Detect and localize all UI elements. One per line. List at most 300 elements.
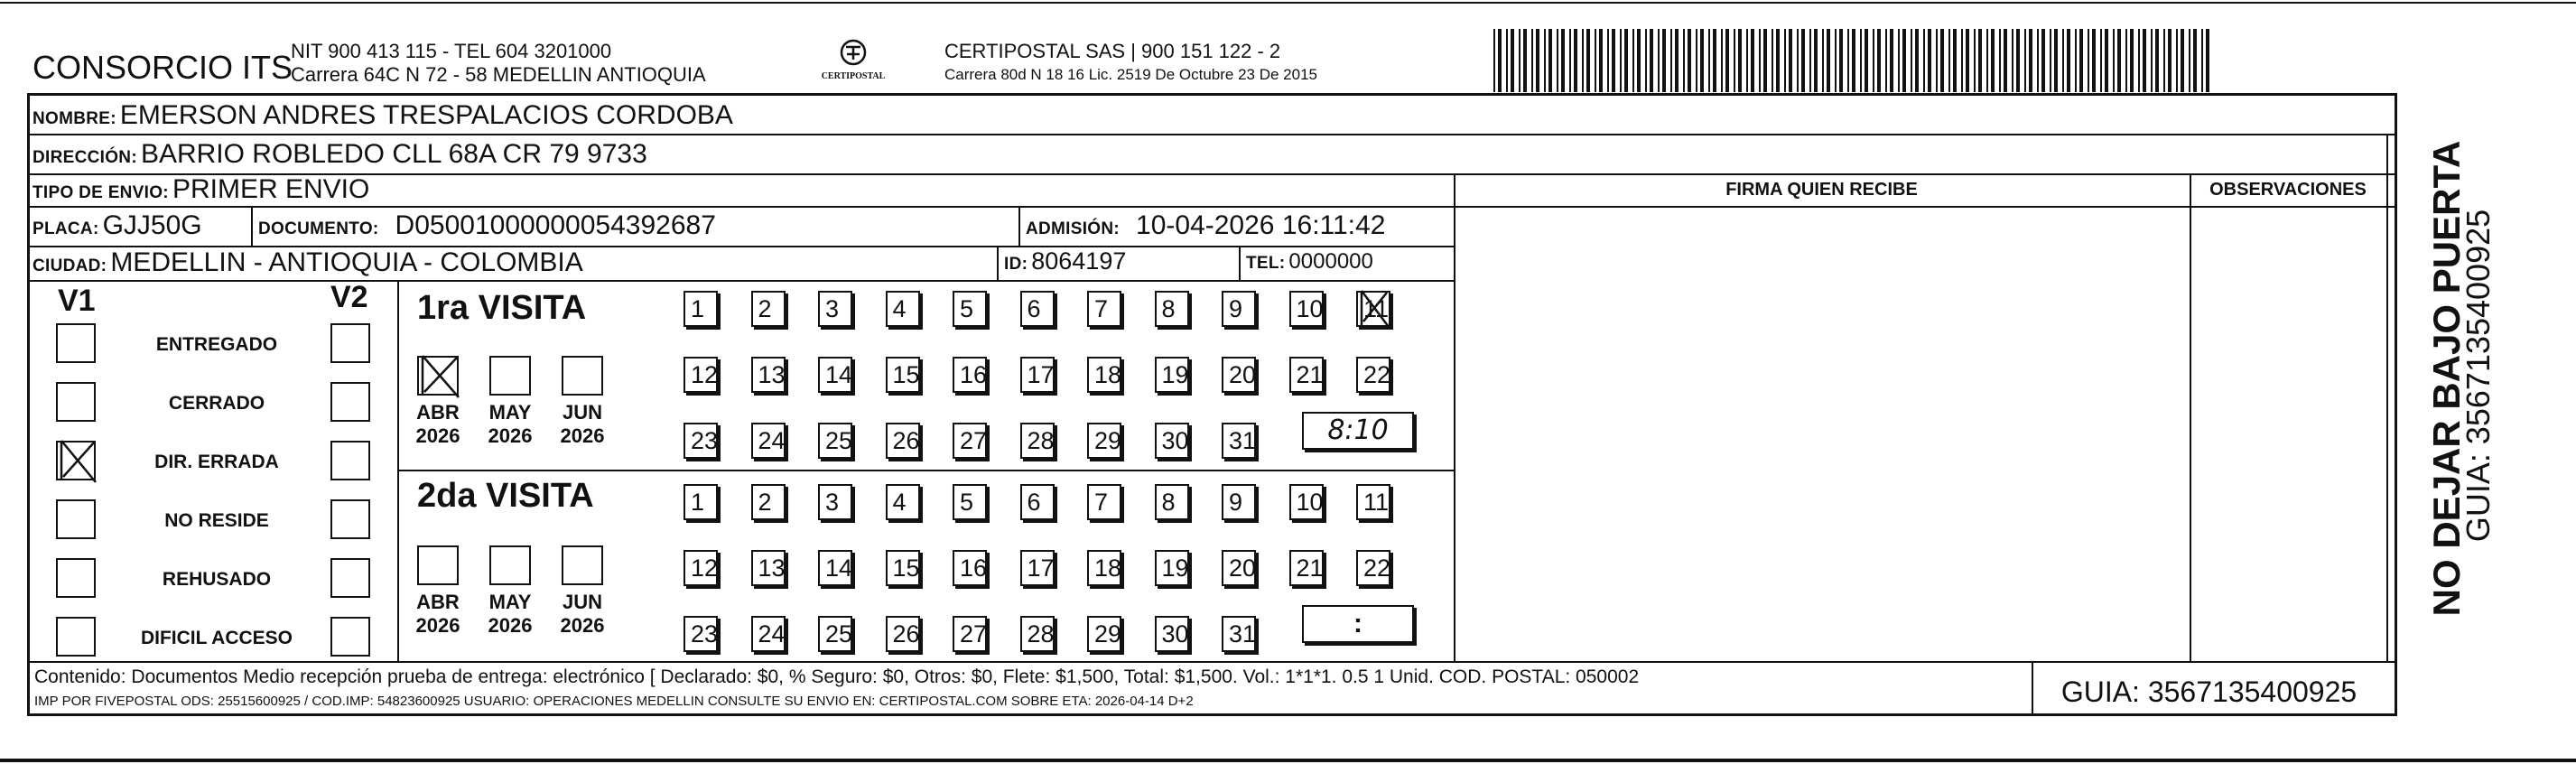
barcode-bar: [2029, 29, 2032, 92]
month-label: [406, 401, 470, 448]
footer-imp: IMP POR FIVEPOSTAL ODS: 25515600925 / COD.IMP: 54823600925 USUARIO: OPERACIONES MEDELLIN CONSULTE SU ENVIO EN: CERTIPOSTAL.COM SOBRE ETA: 2026-04-14 D+2: [34, 694, 1194, 709]
day-box[interactable]: [751, 423, 786, 459]
day-number: 9: [1229, 295, 1243, 322]
day-number: 19: [1161, 554, 1189, 582]
barcode-bar: [1839, 29, 1843, 92]
month-year: 2026: [488, 424, 533, 447]
v1-checkbox[interactable]: [56, 323, 96, 363]
barcode-bar: [1827, 29, 1830, 92]
day-number: 30: [1161, 427, 1189, 454]
barcode-bar: [1978, 29, 1982, 92]
barcode-bar: [1612, 29, 1615, 92]
month-year: 2026: [415, 614, 460, 637]
day-box[interactable]: [751, 291, 786, 327]
day-box[interactable]: [953, 484, 987, 520]
day-box[interactable]: [1289, 357, 1324, 393]
side-text: [2402, 126, 2546, 632]
barcode-bar: [1776, 29, 1780, 92]
footer-line: [27, 661, 2397, 663]
barcode-bar: [1835, 29, 1837, 92]
status-label: DIFICIL ACCESO: [140, 628, 293, 648]
barcode-bar: [1696, 29, 1697, 92]
visit2-time: :: [1353, 609, 1362, 638]
day-number: 24: [758, 427, 786, 454]
barcode-bar: [1637, 29, 1641, 92]
day-number: 21: [1296, 361, 1324, 388]
row-line: [27, 173, 2397, 175]
barcode-bar: [1632, 29, 1634, 92]
barcode-bar: [1751, 29, 1754, 92]
day-box[interactable]: [1356, 550, 1390, 586]
barcode-bar: [2138, 29, 2140, 92]
day-box[interactable]: [1087, 423, 1121, 459]
day-number: 21: [1296, 554, 1324, 582]
barcode-bar: [1658, 29, 1660, 92]
day-box[interactable]: [1356, 484, 1390, 520]
barcode-bar: [1928, 29, 1931, 92]
barcode-bar: [1814, 29, 1818, 92]
day-box[interactable]: [684, 357, 718, 393]
day-box[interactable]: [886, 616, 920, 652]
day-number: 4: [892, 295, 907, 322]
day-box[interactable]: [1155, 550, 1189, 586]
barcode-bar: [1873, 29, 1874, 92]
status-label: CERRADO: [168, 393, 265, 414]
barcode-bar: [2163, 29, 2165, 92]
barcode-bar: [1683, 29, 1685, 92]
day-box[interactable]: [1020, 291, 1055, 327]
day-number: 4: [892, 489, 907, 516]
day-box[interactable]: [1020, 616, 1055, 652]
barcode-bar: [1885, 29, 1887, 92]
barcode-bar: [1738, 29, 1742, 92]
day-number: 26: [892, 427, 920, 454]
month-label: [551, 401, 614, 448]
month-checkbox[interactable]: [417, 356, 459, 396]
day-number: 16: [960, 361, 988, 388]
day-number: 16: [960, 554, 988, 582]
barcode-bar: [1548, 29, 1552, 92]
day-box[interactable]: [684, 550, 718, 586]
barcode-bar: [1498, 29, 1502, 92]
day-box[interactable]: [684, 616, 718, 652]
id-label: ID:: [1004, 255, 1028, 274]
barcode-bar: [2054, 29, 2058, 92]
day-number: 1: [691, 295, 705, 322]
id-field: [1004, 247, 1126, 275]
day-box[interactable]: [1222, 484, 1256, 520]
day-box[interactable]: [818, 357, 852, 393]
day-number: 23: [691, 427, 719, 454]
day-number: 2: [758, 489, 772, 516]
day-box[interactable]: [684, 484, 718, 520]
month-label: [479, 401, 542, 448]
day-number: 7: [1094, 295, 1109, 322]
barcode-bar: [1991, 29, 1995, 92]
tel-label: TEL:: [1246, 254, 1286, 273]
day-box[interactable]: [751, 484, 786, 520]
ciudad-label: CIUDAD:: [33, 256, 107, 275]
day-box[interactable]: [953, 550, 987, 586]
day-box[interactable]: [886, 423, 920, 459]
v2-checkbox[interactable]: [330, 617, 370, 657]
barcode-bar: [2113, 29, 2115, 92]
row-line: [27, 134, 2397, 135]
day-box[interactable]: [886, 550, 920, 586]
month-year: 2026: [560, 614, 605, 637]
day-number: 5: [960, 489, 974, 516]
day-box[interactable]: [1155, 357, 1189, 393]
month-checkbox[interactable]: [562, 545, 603, 585]
side-warning: NO DEJAR BAJO PUERTA: [2425, 140, 2468, 617]
barcode-bar: [2062, 29, 2064, 92]
barcode-bar: [1620, 29, 1622, 92]
placa-label: PLACA:: [33, 219, 99, 238]
day-box[interactable]: [1222, 423, 1256, 459]
day-number: 22: [1363, 554, 1391, 582]
day-box[interactable]: [953, 616, 987, 652]
day-box[interactable]: [886, 357, 920, 393]
logo-icon: [833, 38, 873, 70]
barcode-bar: [1624, 29, 1628, 92]
day-number: 20: [1229, 361, 1257, 388]
barcode-bar: [1746, 29, 1748, 92]
day-number: 2: [758, 295, 772, 322]
barcode-bar: [1708, 29, 1710, 92]
month-label: [551, 591, 614, 638]
day-number: 29: [1094, 427, 1122, 454]
barcode-bar: [1911, 29, 1912, 92]
day-box[interactable]: [1222, 550, 1256, 586]
day-box[interactable]: [1155, 616, 1189, 652]
month-name: ABR: [416, 591, 460, 613]
day-box[interactable]: [818, 616, 852, 652]
footer-contenido: Contenido: Documentos Medio recepción prueba de entrega: electrónico [ Declarado: $0, % Seguro: $0, Otros: $0, Flete: $1,500, Total: $1,500. Vol.: 1*1*1. 0.5 1 Unid. COD. POSTAL: 050002: [34, 666, 1640, 687]
day-number: 6: [1027, 489, 1041, 516]
day-box[interactable]: [1356, 357, 1390, 393]
month-name: MAY: [488, 591, 532, 613]
day-number: 31: [1229, 620, 1257, 648]
day-box[interactable]: [1222, 616, 1256, 652]
month-label: [406, 591, 470, 638]
day-number: 27: [960, 620, 988, 648]
barcode-bar: [1789, 29, 1792, 92]
day-number: 26: [892, 620, 920, 648]
barcode-bar: [1536, 29, 1539, 92]
barcode-bar: [1763, 29, 1767, 92]
barcode-bar: [2168, 29, 2171, 92]
v2-checkbox[interactable]: [330, 382, 370, 422]
bottom-rule: [0, 759, 2576, 762]
barcode-bar: [1595, 29, 1596, 92]
certipostal-sub: Carrera 80d N 18 16 Lic. 2519 De Octubre 23 De 2015: [944, 66, 1317, 83]
barcode-bar: [1847, 29, 1849, 92]
barcode-bar: [2050, 29, 2051, 92]
v2-checkbox[interactable]: [330, 558, 370, 598]
day-box[interactable]: [818, 291, 852, 327]
day-box[interactable]: [751, 616, 786, 652]
barcode-bar: [1940, 29, 1944, 92]
admision-value: 10-04-2026 16:11:42: [1136, 210, 1386, 240]
documento-field: [258, 210, 716, 241]
admision-label: ADMISIÓN:: [1026, 219, 1121, 238]
certipostal-line: CERTIPOSTAL SAS | 900 151 122 - 2: [944, 40, 1281, 62]
barcode-bar: [1650, 29, 1653, 92]
day-box[interactable]: [953, 423, 987, 459]
day-number: 11: [1363, 489, 1390, 516]
barcode-bar: [2024, 29, 2026, 92]
barcode-bar: [1953, 29, 1957, 92]
col-line: [997, 246, 999, 280]
ciudad-field: [33, 247, 583, 278]
day-box[interactable]: [1020, 357, 1055, 393]
barcode-bar: [1784, 29, 1786, 92]
direccion-value: BARRIO ROBLEDO CLL 68A CR 79 9733: [140, 139, 647, 169]
barcode-bar: [1961, 29, 1963, 92]
barcode-bar: [1860, 29, 1862, 92]
day-box[interactable]: [1289, 550, 1324, 586]
day-number: 27: [960, 427, 988, 454]
v1-checkbox[interactable]: [56, 617, 96, 657]
barcode-bar: [2016, 29, 2020, 92]
day-number: 17: [1027, 554, 1055, 582]
v2-checkbox[interactable]: [330, 323, 370, 363]
barcode-bar: [1986, 29, 1988, 92]
day-box[interactable]: [1087, 484, 1121, 520]
v1-checkbox[interactable]: [56, 558, 96, 598]
v2-checkbox[interactable]: [330, 441, 370, 480]
placa-field: [33, 210, 202, 241]
day-box[interactable]: [1289, 484, 1324, 520]
day-number: 10: [1296, 489, 1324, 516]
month-year: 2026: [560, 424, 605, 447]
status-label: ENTREGADO: [155, 334, 278, 355]
barcode-bar: [1493, 29, 1495, 92]
month-name: MAY: [488, 401, 532, 424]
day-box[interactable]: [1087, 357, 1121, 393]
month-name: ABR: [416, 401, 460, 424]
day-box[interactable]: [886, 291, 920, 327]
col-line: [1018, 206, 1020, 246]
v1-header: V1: [58, 284, 96, 318]
firma-header: FIRMA QUIEN RECIBE: [1725, 180, 1918, 200]
day-box[interactable]: [684, 291, 718, 327]
day-box[interactable]: [1155, 423, 1189, 459]
month-checkbox[interactable]: [489, 356, 531, 396]
day-number: 15: [892, 361, 920, 388]
barcode-bar: [1700, 29, 1704, 92]
day-number: 14: [825, 361, 853, 388]
barcode-bar: [1531, 29, 1533, 92]
v2-checkbox[interactable]: [330, 499, 370, 539]
v2-header: V2: [330, 280, 368, 314]
barcode-bar: [1607, 29, 1609, 92]
barcode-bar: [1948, 29, 1950, 92]
barcode-bar: [2067, 29, 2070, 92]
v1-checkbox[interactable]: [56, 441, 96, 480]
barcode-bar: [1544, 29, 1546, 92]
direccion-label: DIRECCIÓN:: [33, 148, 137, 167]
barcode-bar: [2193, 29, 2197, 92]
certipostal-logo: [817, 38, 889, 92]
day-number: 10: [1296, 295, 1324, 322]
day-box[interactable]: [1155, 484, 1189, 520]
day-box[interactable]: [751, 550, 786, 586]
month-label: [479, 591, 542, 638]
barcode-bar: [2189, 29, 2190, 92]
barcode-bar: [2117, 29, 2121, 92]
col-line: [1239, 246, 1241, 280]
day-number: 28: [1027, 620, 1055, 648]
day-box[interactable]: [953, 357, 987, 393]
month-name: JUN: [562, 591, 602, 613]
barcode-bar: [1523, 29, 1527, 92]
barcode-bar: [1586, 29, 1590, 92]
day-number: 6: [1027, 295, 1041, 322]
barcode-bar: [2004, 29, 2007, 92]
day-box[interactable]: [751, 357, 786, 393]
barcode-bar: [1645, 29, 1647, 92]
day-number: 3: [825, 489, 840, 516]
barcode-bar: [2125, 29, 2127, 92]
nombre-label: NOMBRE:: [33, 109, 116, 128]
day-number: 30: [1161, 620, 1189, 648]
barcode-bar: [1801, 29, 1805, 92]
day-box[interactable]: [1087, 550, 1121, 586]
tipo-label: TIPO DE ENVIO:: [33, 183, 169, 202]
barcode-bar: [1809, 29, 1811, 92]
check-mark-icon: [56, 437, 99, 484]
day-number: 8: [1161, 489, 1176, 516]
barcode-bar: [1582, 29, 1584, 92]
day-box[interactable]: [1356, 291, 1390, 327]
logo-text: CERTIPOSTAL: [821, 71, 886, 81]
day-box[interactable]: [1222, 357, 1256, 393]
footer-guia: GUIA: 3567135400925: [2060, 675, 2357, 708]
day-box[interactable]: [1155, 291, 1189, 327]
barcode-bar: [2105, 29, 2108, 92]
day-box[interactable]: [1289, 291, 1324, 327]
barcode-bar: [1923, 29, 1925, 92]
barcode-bar: [1569, 29, 1571, 92]
month-year: 2026: [488, 614, 533, 637]
day-box[interactable]: [818, 423, 852, 459]
barcode-bar: [1902, 29, 1906, 92]
barcode-bar: [1721, 29, 1723, 92]
day-number: 1: [691, 489, 705, 516]
day-box[interactable]: [1222, 291, 1256, 327]
barcode-bar: [1675, 29, 1679, 92]
barcode-bar: [1511, 29, 1514, 92]
barcode-bar: [1734, 29, 1735, 92]
month-checkbox[interactable]: [562, 356, 603, 396]
barcode-bar: [2088, 29, 2089, 92]
check-mark-icon: [417, 352, 462, 399]
day-box[interactable]: [886, 484, 920, 520]
day-box[interactable]: [684, 423, 718, 459]
barcode-bar: [1688, 29, 1691, 92]
barcode-bar: [1506, 29, 1508, 92]
day-number: 11: [1363, 295, 1390, 322]
barcode-bar: [1670, 29, 1672, 92]
barcode-bar: [1898, 29, 1900, 92]
barcode-bar: [2092, 29, 2096, 92]
day-number: 19: [1161, 361, 1189, 388]
barcode-bar: [1519, 29, 1520, 92]
visit1-time-box[interactable]: [1302, 412, 1414, 450]
day-number: 7: [1094, 489, 1109, 516]
month-name: JUN: [562, 401, 602, 424]
barcode-bar: [1890, 29, 1893, 92]
barcode-bar: [1966, 29, 1969, 92]
row-line: [397, 470, 1454, 471]
day-number: 5: [960, 295, 974, 322]
barcode-bar: [1574, 29, 1577, 92]
tel-field: [1246, 249, 1373, 275]
barcode-bar: [1974, 29, 1976, 92]
day-number: 25: [825, 620, 853, 648]
month-checkbox[interactable]: [417, 545, 459, 585]
barcode-bar: [1662, 29, 1666, 92]
col-line: [251, 206, 253, 246]
visit1-time: 8:10: [1327, 415, 1389, 446]
month-checkbox[interactable]: [489, 545, 531, 585]
id-value: 8064197: [1031, 247, 1127, 275]
nit-line: NIT 900 413 115 - TEL 604 3201000: [291, 40, 612, 62]
barcode-bar: [2012, 29, 2013, 92]
v1-checkbox[interactable]: [56, 499, 96, 539]
barcode-bar: [1865, 29, 1868, 92]
barcode-bar: [2041, 29, 2045, 92]
day-box[interactable]: [818, 484, 852, 520]
day-number: 18: [1094, 554, 1122, 582]
day-number: 23: [691, 620, 719, 648]
nombre-field: [33, 100, 733, 131]
day-box[interactable]: [818, 550, 852, 586]
day-box[interactable]: [953, 291, 987, 327]
barcode-bar: [2100, 29, 2102, 92]
barcode-bar: [2037, 29, 2039, 92]
day-number: 29: [1094, 620, 1122, 648]
day-number: 17: [1027, 361, 1055, 388]
barcode: [1493, 29, 2216, 92]
v1-checkbox[interactable]: [56, 382, 96, 422]
documento-label: DOCUMENTO:: [258, 219, 379, 238]
day-box[interactable]: [1020, 550, 1055, 586]
day-box[interactable]: [1087, 291, 1121, 327]
barcode-bar: [2143, 29, 2146, 92]
barcode-bar: [2155, 29, 2159, 92]
status-label: REHUSADO: [162, 569, 272, 590]
day-box[interactable]: [1020, 423, 1055, 459]
day-number: 20: [1229, 554, 1257, 582]
observaciones-header: OBSERVACIONES: [2209, 180, 2367, 200]
address-line: Carrera 64C N 72 - 58 MEDELLIN ANTIOQUIA: [291, 63, 706, 86]
day-box[interactable]: [1020, 484, 1055, 520]
row-line: [27, 280, 1454, 282]
top-rule: [0, 2, 2576, 4]
barcode-bar: [2206, 29, 2209, 92]
day-number: 28: [1027, 427, 1055, 454]
day-number: 9: [1229, 489, 1243, 516]
barcode-bar: [2079, 29, 2083, 92]
visit2-time-box[interactable]: [1302, 605, 1414, 643]
barcode-bar: [1557, 29, 1558, 92]
day-box[interactable]: [1087, 616, 1121, 652]
status-label: DIR. ERRADA: [154, 452, 279, 472]
barcode-bar: [1877, 29, 1881, 92]
barcode-bar: [1999, 29, 2001, 92]
